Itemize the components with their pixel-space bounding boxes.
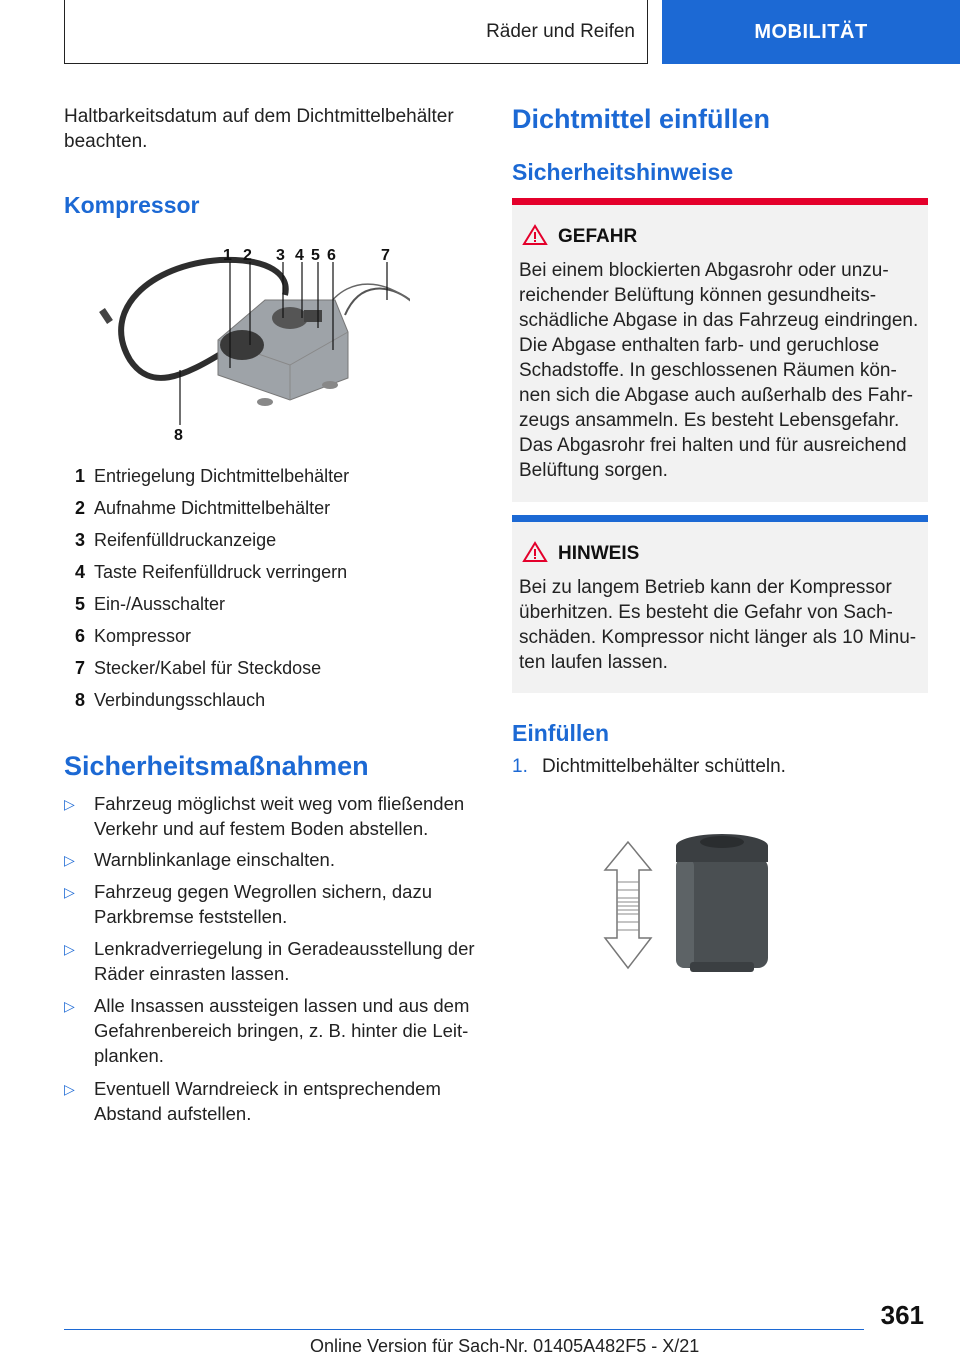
notice-text: Bei zu langem Betrieb kann der Kompressor überhitzen. Es besteht die Gefahr von Sach-schäden. Kompressor nicht länger als 10 Minu-ten laufen lassen. xyxy=(519,577,917,673)
legend-label: Stecker/Kabel für Steckdose xyxy=(94,658,322,678)
fill-heading: Einfüllen xyxy=(512,720,610,746)
safety-item-text: Eventuell Warndreieck in entsprechendem Abstand aufstellen. xyxy=(94,1078,441,1124)
safety-item xyxy=(64,1076,479,1126)
compressor-figure xyxy=(90,240,410,445)
safety-item-text: Alle Insassen aussteigen lassen und aus dem Gefahrenbereich bringen, z. B. hinter die Leit-planken. xyxy=(94,995,470,1066)
legend-item-6 xyxy=(64,626,474,658)
triangle-bullet-icon: ▷ xyxy=(64,1081,75,1097)
header-chapter-tab xyxy=(662,0,960,64)
main-heading: Dichtmittel einfüllen xyxy=(512,104,771,134)
footer-version: Online Version für Sach-Nr. 01405A482F5 - X/21 xyxy=(310,1336,700,1356)
figure-callout-1: 1 xyxy=(223,247,232,264)
legend-item-2 xyxy=(64,498,474,530)
safety-item-text: Lenkradverriegelung in Geradeausstellung der Räder einrasten lassen. xyxy=(94,938,475,984)
header-section-title: Räder und Reifen xyxy=(486,20,635,42)
safety-heading: Sicherheitsmaßnahmen xyxy=(64,751,369,781)
safety-item-text: Fahrzeug möglichst weit weg vom fließenden Verkehr und auf festem Boden abstellen. xyxy=(94,793,465,839)
step-text: Dichtmittelbehälter schütteln. xyxy=(542,756,786,777)
danger-text: Bei einem blockierten Abgasrohr oder unzu-reichender Belüftung können gesundheits-schädliche Abgase in das Fahrzeug eindringen. Die Abgase enthalten farb- und geruchlose Schadstoffe. In geschlossenen Räumen kön-nen sich die Abgase auch außerhalb des Fahr-zeugs ansammeln. Es besteht Lebensgefahr. Das Abgasrohr frei halten und für ausreichend Belüftung sorgen. xyxy=(519,260,919,481)
page-number: 361 xyxy=(880,1300,924,1330)
kompressor-heading: Kompressor xyxy=(64,192,200,218)
legend-number: 5 xyxy=(74,594,85,614)
legend-number: 7 xyxy=(74,658,85,678)
footer-rule xyxy=(64,1329,864,1330)
safety-item-text: Warnblinkanlage einschalten. xyxy=(94,849,335,870)
figure-callout-6: 6 xyxy=(327,247,336,264)
triangle-bullet-icon: ▷ xyxy=(64,852,75,868)
triangle-bullet-icon: ▷ xyxy=(64,998,75,1014)
legend-label: Entriegelung Dichtmittelbehälter xyxy=(94,466,350,486)
legend-label: Ein-/Ausschalter xyxy=(94,594,226,614)
danger-warning-box xyxy=(512,198,928,502)
safety-item-text: Fahrzeug gegen Wegrollen sichern, dazu Parkbremse feststellen. xyxy=(94,881,433,927)
safety-item xyxy=(64,847,479,873)
triangle-bullet-icon: ▷ xyxy=(64,941,75,957)
legend-number: 6 xyxy=(74,626,85,646)
legend-label: Reifenfülldruckanzeige xyxy=(94,530,277,550)
figure-callout-5: 5 xyxy=(311,247,320,264)
intro-text: Haltbarkeitsdatum auf dem Dichtmittelbehälter beachten. xyxy=(64,106,454,152)
sealant-canister xyxy=(676,834,768,972)
figure-callout-7: 7 xyxy=(381,247,390,264)
figure-callout-2: 2 xyxy=(243,247,252,264)
legend-number: 3 xyxy=(74,530,85,550)
legend-number: 1 xyxy=(74,466,85,486)
figure-callout-3: 3 xyxy=(276,247,285,264)
figure-callout-4: 4 xyxy=(295,247,304,264)
legend-item-7 xyxy=(64,658,474,690)
warning-triangle-icon xyxy=(522,541,548,563)
legend-number: 8 xyxy=(74,690,85,710)
legend-item-3 xyxy=(64,530,474,562)
safety-notes-heading: Sicherheitshinweise xyxy=(512,159,734,185)
step-1 xyxy=(512,756,786,778)
danger-bar xyxy=(512,198,928,205)
notice-label: HINWEIS xyxy=(558,543,640,564)
safety-item xyxy=(64,936,479,986)
shake-canister-figure xyxy=(600,830,780,975)
legend-label: Kompressor xyxy=(94,626,192,646)
header-section-box xyxy=(64,0,648,64)
legend-number: 4 xyxy=(74,562,85,582)
figure-callout-8: 8 xyxy=(174,427,183,444)
legend-label: Taste Reifenfülldruck verringern xyxy=(94,562,348,582)
legend-item-5 xyxy=(64,594,474,626)
danger-label: GEFAHR xyxy=(558,226,638,247)
header-chapter-title: MOBILITÄT xyxy=(754,20,868,43)
triangle-bullet-icon: ▷ xyxy=(64,796,75,812)
safety-item xyxy=(64,879,479,929)
legend-number: 2 xyxy=(74,498,85,518)
legend-item-4 xyxy=(64,562,474,594)
warning-triangle-icon xyxy=(522,224,548,246)
step-number: 1. xyxy=(512,756,528,777)
shake-arrow-icon xyxy=(605,842,651,968)
safety-item xyxy=(64,791,479,841)
legend-label: Aufnahme Dichtmittelbehälter xyxy=(94,498,331,518)
legend-item-8 xyxy=(64,690,474,722)
notice-bar xyxy=(512,515,928,522)
legend-item-1 xyxy=(64,466,474,498)
safety-item xyxy=(64,993,479,1068)
notice-box xyxy=(512,515,928,693)
legend-label: Verbindungsschlauch xyxy=(94,690,266,710)
triangle-bullet-icon: ▷ xyxy=(64,884,75,900)
